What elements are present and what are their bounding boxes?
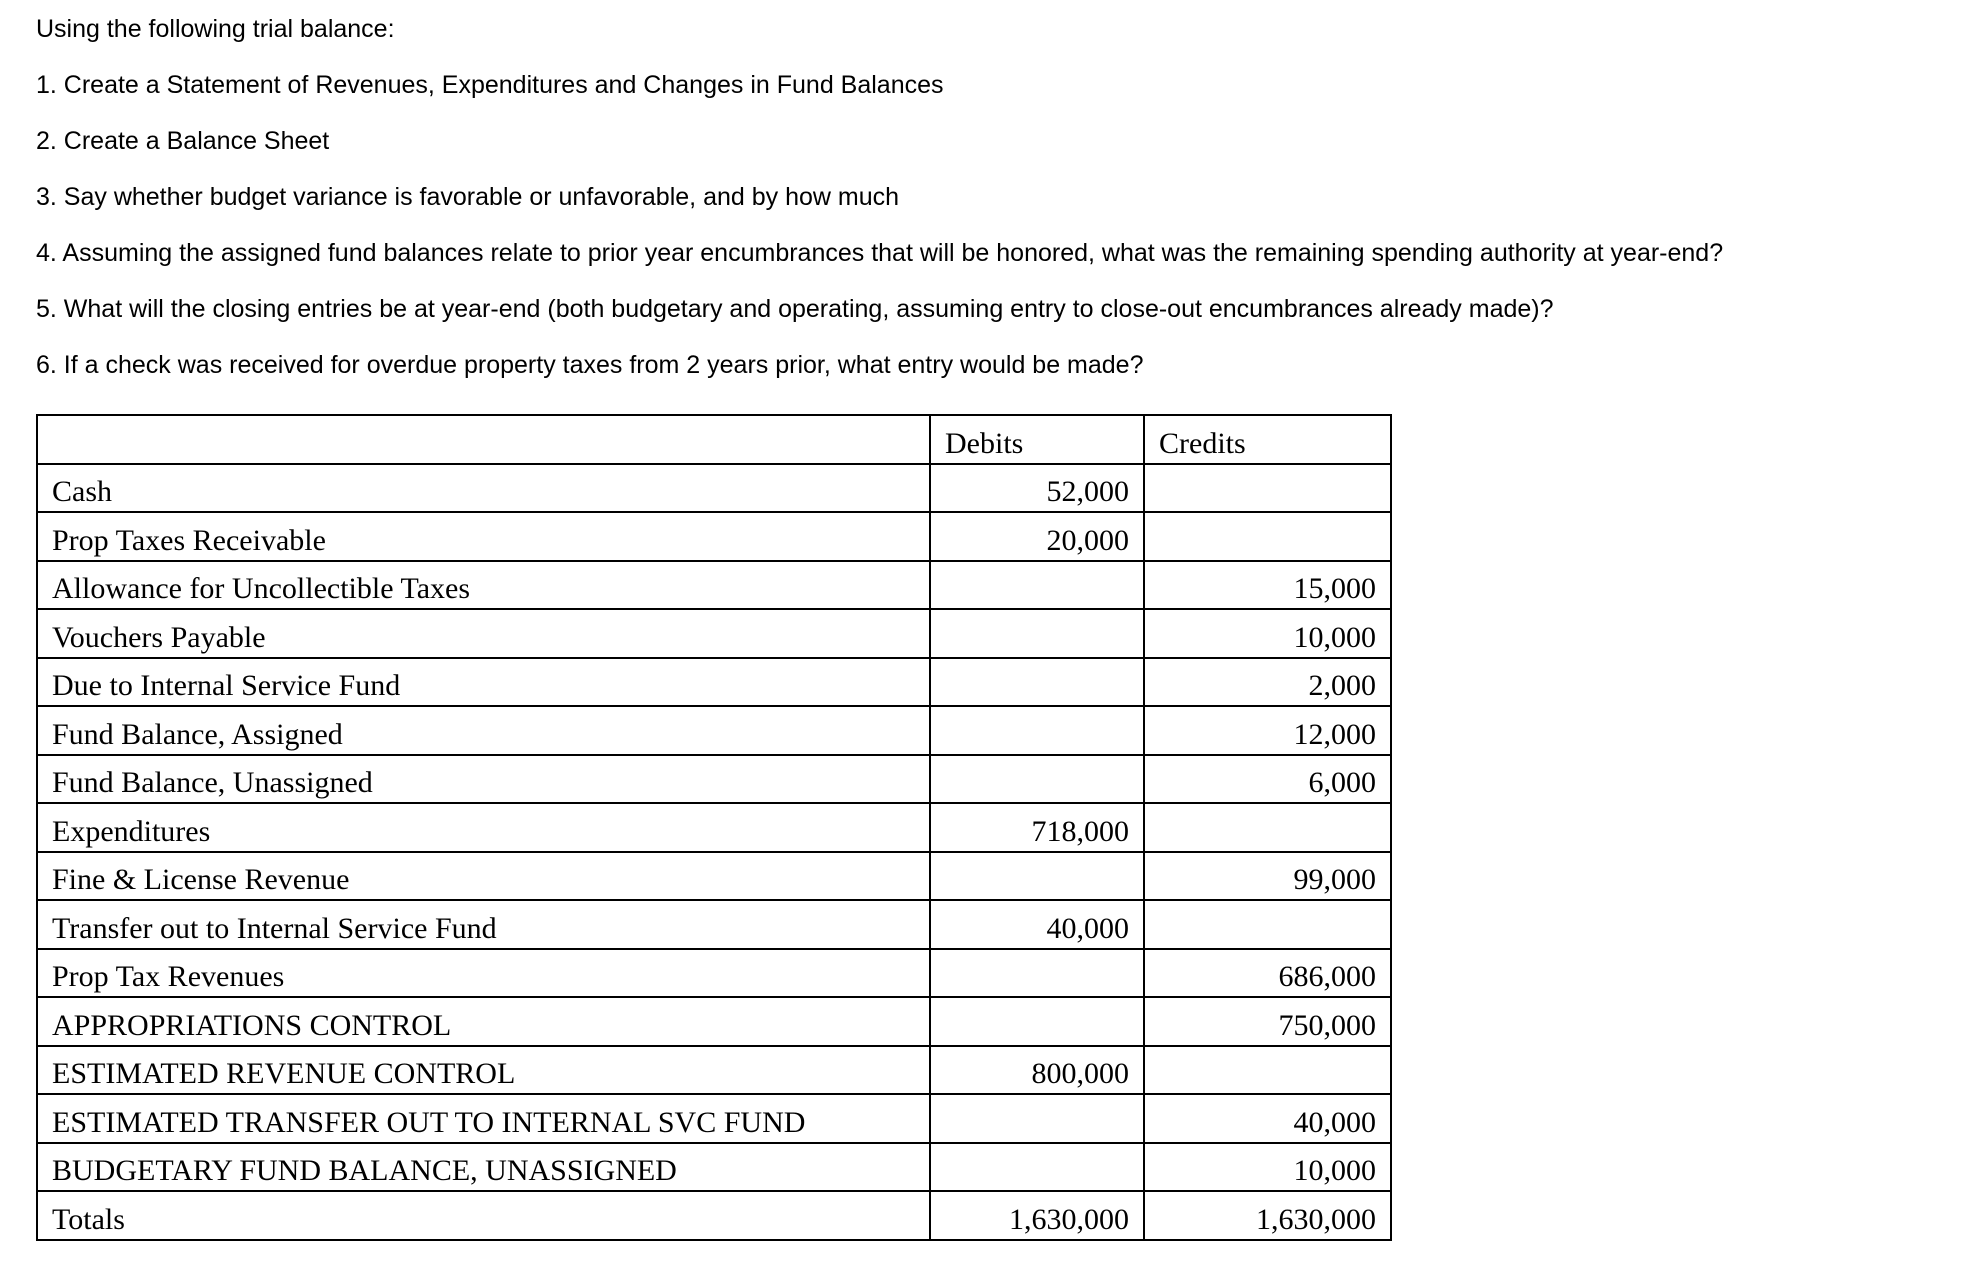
instruction-item: 6. If a check was received for overdue property taxes from 2 years prior, what entry would be made? xyxy=(36,351,1144,379)
debit-amount xyxy=(930,755,1144,804)
account-name: Cash xyxy=(37,464,930,513)
credit-amount xyxy=(1144,900,1391,949)
credit-amount: 2,000 xyxy=(1144,658,1391,707)
table-row xyxy=(37,900,1391,949)
table-row xyxy=(37,803,1391,852)
account-name: Due to Internal Service Fund xyxy=(37,658,930,707)
table-header-row xyxy=(37,415,1391,464)
table-row xyxy=(37,755,1391,804)
credit-amount xyxy=(1144,512,1391,561)
table-row xyxy=(37,852,1391,901)
account-name: Fine & License Revenue xyxy=(37,852,930,901)
debit-amount: 800,000 xyxy=(930,1046,1144,1095)
account-name: ESTIMATED REVENUE CONTROL xyxy=(37,1046,930,1095)
credit-amount: 750,000 xyxy=(1144,997,1391,1046)
credit-amount: 99,000 xyxy=(1144,852,1391,901)
debit-amount xyxy=(930,658,1144,707)
totals-label: Totals xyxy=(37,1191,930,1240)
debit-amount xyxy=(930,706,1144,755)
account-name: Transfer out to Internal Service Fund xyxy=(37,900,930,949)
instruction-item: 4. Assuming the assigned fund balances relate to prior year encumbrances that will be honored, what was the remaining spending authority at year-end? xyxy=(36,239,1724,267)
account-name: APPROPRIATIONS CONTROL xyxy=(37,997,930,1046)
debit-amount: 20,000 xyxy=(930,512,1144,561)
debit-amount xyxy=(930,997,1144,1046)
credit-amount: 10,000 xyxy=(1144,1143,1391,1192)
totals-row xyxy=(37,1191,1391,1240)
debit-amount: 40,000 xyxy=(930,900,1144,949)
debit-amount xyxy=(930,609,1144,658)
account-name: Allowance for Uncollectible Taxes xyxy=(37,561,930,610)
account-name: Prop Tax Revenues xyxy=(37,949,930,998)
account-name: Expenditures xyxy=(37,803,930,852)
debit-amount xyxy=(930,852,1144,901)
header-debits: Debits xyxy=(930,415,1144,464)
debit-amount xyxy=(930,949,1144,998)
instruction-item: 1. Create a Statement of Revenues, Expenditures and Changes in Fund Balances xyxy=(36,71,944,99)
account-name: ESTIMATED TRANSFER OUT TO INTERNAL SVC FUND xyxy=(37,1094,930,1143)
debit-amount xyxy=(930,1143,1144,1192)
credit-amount: 686,000 xyxy=(1144,949,1391,998)
instructions xyxy=(36,14,1936,406)
credit-amount xyxy=(1144,803,1391,852)
instruction-item: 5. What will the closing entries be at year-end (both budgetary and operating, assuming entry to close-out encumbrances already made)? xyxy=(36,295,1554,323)
credit-amount: 15,000 xyxy=(1144,561,1391,610)
account-name: Fund Balance, Assigned xyxy=(37,706,930,755)
intro-text: Using the following trial balance: xyxy=(36,15,395,43)
account-name: BUDGETARY FUND BALANCE, UNASSIGNED xyxy=(37,1143,930,1192)
account-name: Prop Taxes Receivable xyxy=(37,512,930,561)
instruction-item: 2. Create a Balance Sheet xyxy=(36,127,330,155)
header-credits: Credits xyxy=(1144,415,1391,464)
debit-amount: 718,000 xyxy=(930,803,1144,852)
table-row xyxy=(37,997,1391,1046)
table-row xyxy=(37,512,1391,561)
account-name: Vouchers Payable xyxy=(37,609,930,658)
debit-amount xyxy=(930,561,1144,610)
credit-amount: 10,000 xyxy=(1144,609,1391,658)
total-debits: 1,630,000 xyxy=(930,1191,1144,1240)
credit-amount: 12,000 xyxy=(1144,706,1391,755)
table-row xyxy=(37,609,1391,658)
debit-amount: 52,000 xyxy=(930,464,1144,513)
credit-amount xyxy=(1144,1046,1391,1095)
credit-amount: 6,000 xyxy=(1144,755,1391,804)
debit-amount xyxy=(930,1094,1144,1143)
table-row xyxy=(37,658,1391,707)
table-row xyxy=(37,1046,1391,1095)
header-account xyxy=(37,415,930,464)
total-credits: 1,630,000 xyxy=(1144,1191,1391,1240)
account-name: Fund Balance, Unassigned xyxy=(37,755,930,804)
table-row xyxy=(37,561,1391,610)
credit-amount: 40,000 xyxy=(1144,1094,1391,1143)
table-row xyxy=(37,464,1391,513)
trial-balance-table xyxy=(36,414,1392,1241)
credit-amount xyxy=(1144,464,1391,513)
table-row xyxy=(37,1143,1391,1192)
table-row xyxy=(37,1094,1391,1143)
table-row xyxy=(37,949,1391,998)
instruction-item: 3. Say whether budget variance is favorable or unfavorable, and by how much xyxy=(36,183,900,211)
table-row xyxy=(37,706,1391,755)
